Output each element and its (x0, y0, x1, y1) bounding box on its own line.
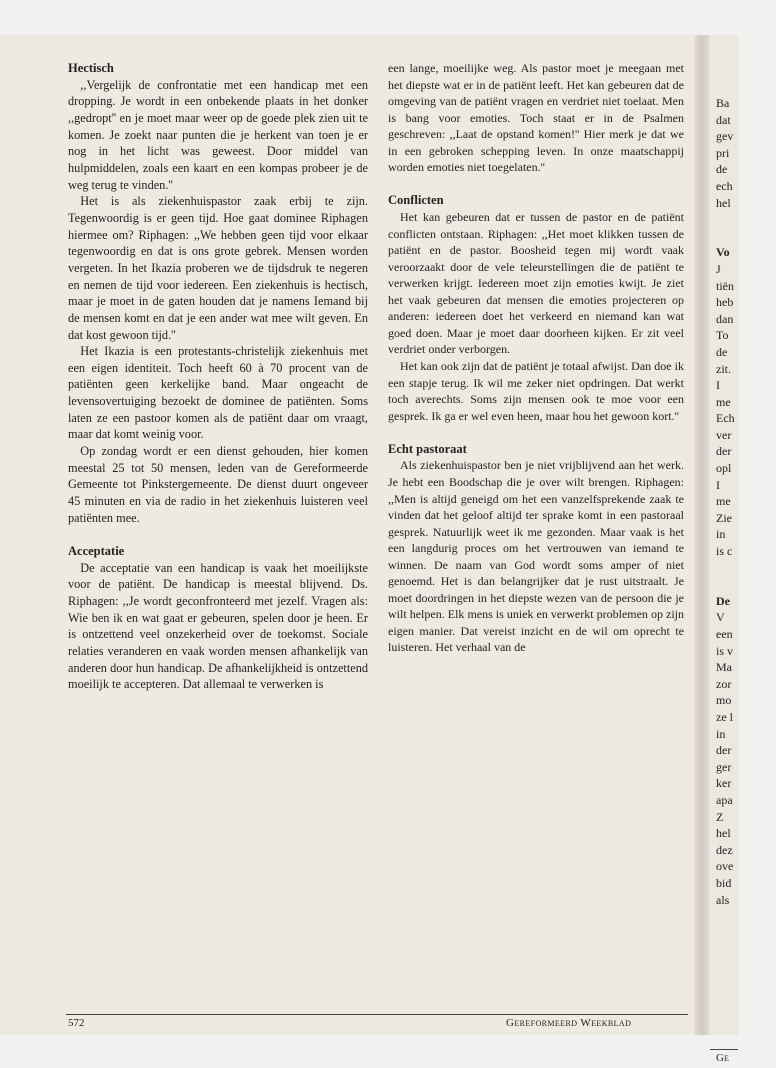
next-page-line: hel (716, 826, 731, 841)
next-page-line: J (716, 261, 721, 276)
next-page-line (716, 211, 776, 228)
page-gutter (694, 35, 710, 1035)
footer-rule (66, 1014, 688, 1015)
next-page-line: gev (716, 129, 734, 144)
next-page-line: ove (716, 859, 734, 874)
next-page-line: dez (716, 842, 733, 857)
next-page-edge (710, 35, 738, 1064)
next-page-line: der (716, 444, 732, 459)
next-page-line: ger (716, 759, 732, 774)
next-page-text-fragment (716, 95, 776, 908)
next-page-line: ech (716, 178, 733, 193)
section-heading-conflicten: Conflicten (388, 193, 444, 208)
next-page-line: de (716, 344, 728, 359)
paragraph: Het kan gebeuren dat er tussen de pastor en de patiënt conflicten ontstaan. Riphagen: ,,Het moet klikken tussen de patiënt en de pastor. Boosheid tegen mij wordt vaak veroorzaakt door de vele teleurstellingen die de patiënt te verwerken krijgt. Iedereen moet zijn emoties kwijt. Je ziet het vaak gebeuren dat mensen die emoties projecteren op anderen: iedereen doet het verkeerd en niemand kan wat goed doen. Maar je moet daar doorheen kijken. Er zit veel verdriet onder verborgen. (388, 210, 684, 357)
next-page-line: ze l (716, 709, 733, 724)
next-page-line: me (716, 394, 731, 409)
running-head: Gereformeerd Weekblad (506, 1017, 632, 1029)
next-page-line: me (716, 494, 731, 509)
next-page-line: tiën (716, 278, 734, 293)
paragraph: Op zondag wordt er een dienst gehouden, hier komen meestal 25 tot 50 mensen, leden van de Gereformeerde Gemeente tot Pinkstergemeente. De dienst duurt ongeveer 45 minuten en via de radio in het ziekenhuis luisteren veel patiënten mee. (68, 444, 368, 525)
next-page-line: opl (716, 461, 732, 476)
next-page-line: mo (716, 693, 732, 708)
next-page-line: ker (716, 776, 732, 791)
section-heading-hectisch: Hectisch (68, 61, 114, 75)
next-page-line: Ma (716, 660, 732, 675)
next-page-line: Ech (716, 411, 735, 426)
next-page-line: zor (716, 676, 732, 691)
right-column (388, 60, 684, 656)
paragraph: Als ziekenhuispastor ben je niet vrijblijvend aan het werk. Je hebt een Boodschap die je over wilt brengen. Riphagen: ,,Men is altijd geneigd om het een vanzelfsprekende zaak te vinden dat het geloof altijd ter sprake komt in een pastoraal gesprek. Natuurlijk weet ik me gezonden. Maar vaak is het een langdurig proces om het vertrouwen van iemand te winnen. De naam van God wordt soms amper of niet genoemd. Het is dan belangrijker dat je rust uitstraalt. Je moet doordringen in het diepste wezen van de persoon die je wilt helpen. Elk mens is uniek en verwerkt problemen op zijn eigen manier. Dat vereist inzicht en de wil om oprecht te luisteren. Het verhaal van de (388, 458, 684, 655)
page-number: 572 (68, 1017, 85, 1029)
next-page-line (716, 576, 776, 593)
paragraph: Het kan ook zijn dat de patiënt je totaal afwijst. Dan doe ik een stapje terug. Ik wil me zeker niet opdringen. Dat werkt toch averechts. Soms zijn mensen ook te moe voor een gesprek. Ik ga er wel even heen, maar hou het gewoon kort.'' (388, 359, 684, 423)
next-page-line: I (716, 378, 720, 393)
next-page-line: dat (716, 112, 731, 127)
next-page-line: To (716, 328, 729, 343)
next-page-line: dan (716, 311, 734, 326)
next-page-line: hel (716, 195, 731, 210)
next-page-line: in (716, 527, 726, 542)
next-page-line: bid (716, 875, 732, 890)
next-page-line: I (716, 477, 720, 492)
next-page-line: der (716, 743, 732, 758)
next-page-line: ver (716, 427, 732, 442)
next-page-line: is v (716, 643, 734, 658)
next-page-line: als (716, 892, 730, 907)
continued-paragraph: een lange, moeilijke weg. Als pastor moet je meegaan met het diepste wat er in de patiënt leeft. Het kan gebeuren dat de omgeving van de patiënt vragen en verdriet niet toelaat. Men is bang voor emoties. Toch staat er in de Psalmen geschreven: ,,Laat de opstand komen!'' Hier merk je dat we in een gebroken schepping leven. In onze maatschappij worden emoties niet toegelaten.'' (388, 61, 684, 175)
next-page-line: apa (716, 792, 733, 807)
paragraph: Het is als ziekenhuispastor zaak erbij te zijn. Tegenwoordig is er geen tijd. Hoe gaat dominee Riphagen hiermee om? Riphagen: ,,We hebben geen tijd voor elkaar tegenwoordig en dat is ons grote gebrek. Mensen worden vergeten. In het Ikazia proberen we de tijdsdruk te negeren en nemen de tijd voor iedereen. Een ziekenhuis is hectisch, maar je moet in de gaten houden dat je namens Iemand bij de mensen komt en dat je een ander wat mee wilt geven. En dat kost gewoon tijd.'' (68, 194, 368, 342)
section-heading-acceptatie: Acceptatie (68, 543, 125, 558)
next-page-line: De (716, 593, 730, 608)
next-page-footer: Ge (716, 1052, 729, 1064)
paragraph: De acceptatie van een handicap is vaak het moeilijkste voor de patiënt. De handicap is meestal blijvend. Ds. Riphagen: ,,Je wordt geconfronteerd met jezelf. Vragen als: Wie ben ik en wat gaat er gebeuren, spelen door je heen. Er is ontzettend veel onzekerheid over de toekomst. Sociale relaties veranderen en vaak worden mensen afhankelijk van anderen door hun handicap. De afhankelijkheid is ontzettend moeilijk te accepteren. Dat allemaal te verwerken is (68, 560, 368, 692)
next-page-line: Zie (716, 510, 732, 525)
next-page-line (716, 560, 776, 577)
paragraph: ,,Vergelijk de confrontatie met een handicap met een dropping. Je wordt in een onbekende plaats in het donker ,,gedropt'' en je moet maar weer op de goede plek zien uit te komen. Je zoekt naar punten die je herkent van toen je er nog in het licht was geweest. Door middel van hulpmiddelen, zoals een kaart en een kompas probeer je de weg terug te vinden.'' (68, 77, 368, 192)
next-page-line: in (716, 726, 726, 741)
next-page-line (716, 228, 776, 245)
next-page-line: is c (716, 544, 733, 559)
next-page-line: Ba (716, 96, 730, 110)
section-heading-echt-pastoraat: Echt pastoraat (388, 441, 467, 456)
next-page-line: Z (716, 809, 724, 824)
next-page-footer-rule (710, 1049, 738, 1050)
paragraph: Het Ikazia is een protestants-christelijk ziekenhuis met een eigen identiteit. Toch heeft 60 à 70 procent van de patiënten geen kerkelijke band. Maar ongeacht de levensovertuiging bezoekt de dominee de patiënten. Soms laten ze een pastoor komen als de patiënt daar om vraagt, maar dat komt weinig voor. (68, 344, 368, 442)
next-page-line: Vo (716, 245, 730, 260)
next-page-line: de (716, 162, 728, 177)
next-page-line: zit. (716, 361, 731, 376)
left-column (68, 60, 368, 693)
next-page-line: heb (716, 295, 734, 310)
next-page-line: een (716, 627, 733, 641)
next-page-line: V (716, 610, 725, 625)
next-page-line: pri (716, 145, 730, 160)
